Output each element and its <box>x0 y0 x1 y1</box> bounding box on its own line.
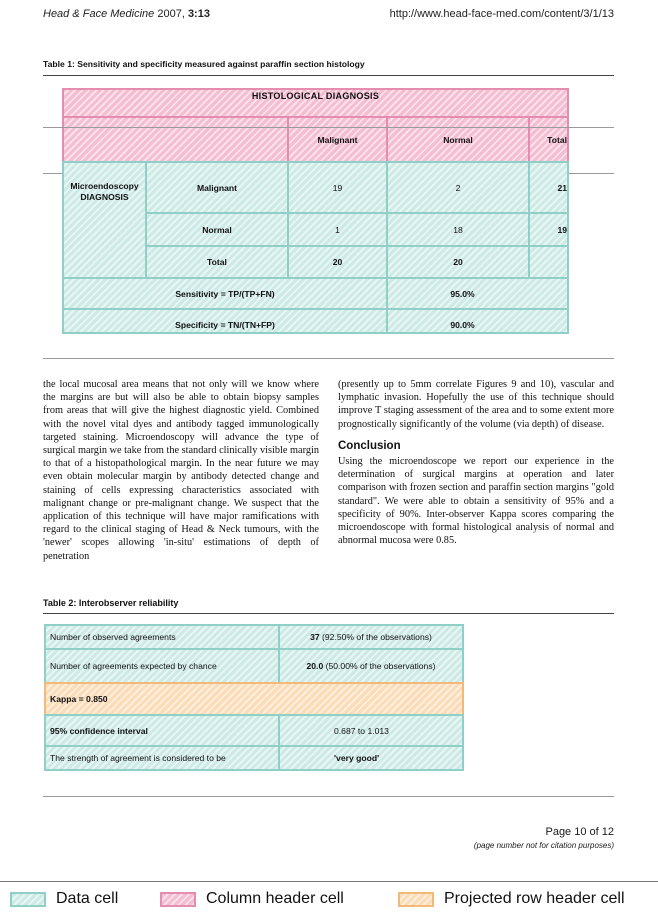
journal-volume: 3:13 <box>187 8 210 20</box>
table1-cell-normal-total: 19 <box>528 212 569 247</box>
table1-row-normal-label: Normal <box>145 212 289 247</box>
legend-data-label: Data cell <box>56 890 119 907</box>
table1-row-malignant-label: Malignant <box>145 161 289 214</box>
running-header-journal <box>43 8 210 20</box>
table2-row2-value-rest: (50.00% of the observations) <box>323 661 436 671</box>
legend-projected-row-header-label: Projected row header cell <box>444 890 625 907</box>
table1-row-group-header <box>62 161 147 279</box>
body-right-column <box>338 378 614 547</box>
legend-column-header <box>160 890 344 908</box>
table1-row-total-label: Total <box>145 245 289 279</box>
legend-data-cell <box>10 890 118 908</box>
table1-top-rule <box>43 75 614 76</box>
conclusion-heading: Conclusion <box>338 439 401 452</box>
table1-specificity-value: 90.0% <box>386 308 569 334</box>
legend-bar <box>0 881 658 916</box>
page-note: (page number not for citation purposes) <box>473 841 614 850</box>
table1-caption: Table 1: Sensitivity and specificity measured against paraffin section histology <box>43 59 365 69</box>
table2-row2-value <box>278 648 464 684</box>
legend-column-header-label: Column header cell <box>206 890 344 907</box>
table1-cell-total-normal: 20 <box>386 245 530 279</box>
legend-projected-row-header <box>398 890 625 908</box>
table1-corner-header <box>62 116 289 163</box>
body-left-column <box>43 378 319 563</box>
table1-cell-normal-malignant: 1 <box>287 212 388 247</box>
table2-ci-label: 95% confidence interval <box>44 714 280 747</box>
table2-row1-value-bold: 37 <box>310 632 320 642</box>
legend-data-swatch-icon <box>10 892 46 907</box>
table1-cell-malignant-normal: 2 <box>386 161 530 214</box>
table1-cell-normal-normal: 18 <box>386 212 530 247</box>
table1-sensitivity-label: Sensitivity = TP/(TP+FN) <box>62 277 388 310</box>
table1-cell-malignant-malignant: 19 <box>287 161 388 214</box>
table2-ci-value: 0.687 to 1.013 <box>278 714 464 747</box>
table2-row1-value <box>278 624 464 650</box>
table2-row2-label: Number of agreements expected by chance <box>44 648 280 684</box>
table1-cell-total-total <box>528 245 569 279</box>
conclusion-paragraph: Using the microendoscope we report our experience in the determination of surgical margins at operation and later comparison with frozen section and paraffin section margins "gold standard". We were able to obtain a sensitivity of 95% and a specificity of 90%. Inter-observer Kappa scores comparing the microendoscope with formal histological analysis of normal and abnormal mucosa were 0.85. <box>338 456 614 547</box>
table1-cell-malignant-total: 21 <box>528 161 569 214</box>
table1-bottom-rule <box>43 358 614 359</box>
journal-name: Head & Face Medicine <box>43 8 155 20</box>
table2-caption: Table 2: Interobserver reliability <box>43 598 179 608</box>
table1-row-group-text: Microendoscopy DIAGNOSIS <box>70 181 139 202</box>
table2-kappa-header: Kappa = 0.850 <box>44 682 464 716</box>
legend-column-header-swatch-icon <box>160 892 196 907</box>
running-header-url[interactable]: http://www.head-face-med.com/content/3/1/13 <box>389 8 614 20</box>
table2-top-rule <box>43 613 614 614</box>
page-number: Page 10 of 12 <box>545 826 614 838</box>
table2-bottom-rule <box>43 796 614 797</box>
table1-header-rule-1 <box>43 127 614 128</box>
table1-col-total: Total <box>528 116 569 163</box>
right-column-paragraph: (presently up to 5mm correlate Figures 9 and 10), vascular and lymphatic invasion. Hopefully the use of this technique should improve T staging assessment of the area and to some extent more prognostically significantly of the volume (via depth) of disease. <box>338 379 614 430</box>
journal-year: 2007, <box>157 8 185 20</box>
left-column-paragraph: the local mucosal area means that not only will we know where the margins are but will also be able to obtain biopsy samples from areas that will give the highest diagnostic yield. Combined with the novel vital dyes and antibody tagged immunologically targeted staining. Microendoscopy will advance the type of surgical margin we take from the standard clinically visible margin to that of a histopathological margin. In the near future we may even obtain molecular margin by antibody detected change and staining of cells expressing characteristics associated with malignant change or pre-malignant change. We suspect that the application of this technique will have major ramifications with regard to the clinical staging of Head & Neck tumours, with the 'newer' scopes allowing 'in-situ' estimations of depth of penetration <box>43 379 319 562</box>
table1-col-normal: Normal <box>386 116 530 163</box>
table2-strength-value: 'very good' <box>278 745 464 771</box>
table1-col-malignant: Malignant <box>287 116 388 163</box>
table1-column-header-main <box>62 88 569 118</box>
table1-cell-total-malignant: 20 <box>287 245 388 279</box>
table1-specificity-label: Specificity = TN/(TN+FP) <box>62 308 388 334</box>
table1-column-header-text: HISTOLOGICAL DIAGNOSIS <box>251 91 380 101</box>
table2-strength-label: The strength of agreement is considered to be <box>44 745 280 771</box>
table2-row2-value-bold: 20.0 <box>306 661 324 671</box>
legend-projected-row-header-swatch-icon <box>398 892 434 907</box>
table2-row1-value-rest: (92.50% of the observations) <box>319 632 432 642</box>
table2-row1-label: Number of observed agreements <box>44 624 280 650</box>
table1-sensitivity-value: 95.0% <box>386 277 569 310</box>
